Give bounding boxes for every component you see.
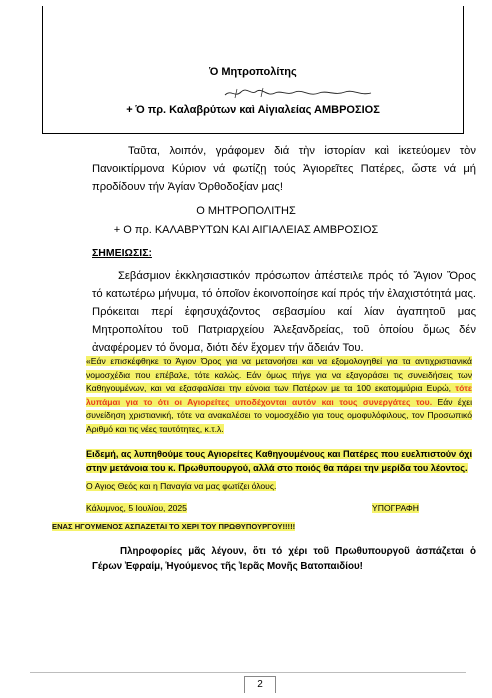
alert-text: ΕΝΑΣ ΗΓΟΥΜΕΝΟΣ ΑΣΠΑΖΕΤΑΙ ΤΟ ΧΕΡΙ ΤΟΥ ΠΡΩΘΥΠΟΥΡΓΟΥ!!!!! (52, 522, 296, 531)
metropolitan-signatory: + Ὁ πρ. Καλαβρύτων καὶ Αἰγιαλείας ΑΜΒΡΟΣΙΟΣ (126, 104, 380, 116)
notes-heading: ΣΗΜΕΙΩΣΙΣ: (92, 247, 152, 259)
quoted-message (86, 355, 472, 436)
blessing-text: Ο Αγιος Θεός και η Παναγία να μας φωτίζει όλους. (86, 481, 277, 491)
place-date (86, 503, 187, 513)
place-date-text: Κάλυμνος, 5 Ιουλίου, 2025 (86, 503, 187, 513)
paragraph-information: Πληροφορίες μᾶς λέγουν, ὅτι τό χέρι τοῦ Πρωθυπουργοῦ ἀσπάζεται ὁ Γέρων Ἐφραίμ, Ἡγούμενος τῆς Ἱερᾶς Μονῆς Βατοπαιδίου! (92, 546, 476, 572)
bold-quote (86, 447, 472, 475)
bold-quote-text: Ειδεμή, ας λυπηθούμε τους Αγιορείτες Καθηγουμένους και Πατέρες που ευελπιστούν όχι στην μετάνοια του κ. Πρωθυπουργού, αλλά στο ποιός θα πάρει την μερίδα του λέοντος. (86, 449, 472, 473)
page-number: 2 (257, 679, 263, 690)
closing-title: Ο ΜΗΤΡΟΠΟΛΙΤΗΣ (196, 205, 296, 217)
footer-divider (30, 672, 466, 673)
blessing (86, 481, 276, 491)
quote-part-1: «Εάν επισκέφθηκε το Άγιον Όρος για να μετανοήσει και να εξομολογηθεί για τα αντιχριστιανικά νομοσχέδια που επέβαλε, τότε καλώς. Εάν όμως πήγε για να εξαγοράσει τις συνειδήσεις των Καθηγουμένων, και να εξασφαλίσει την εύνοια των Πατέρων με τα 100 εκατομμύρια Ευρώ, (86, 356, 472, 393)
quote-red-part: τότε λυπάμαι για το ότι οι Αγιορείτες υποδέχονται αυτόν και τους συνεργάτες του. (86, 383, 472, 407)
signature-label (372, 503, 419, 513)
handwritten-signature (223, 86, 373, 100)
alert-heading (52, 522, 295, 531)
paragraph-notes: Σεβάσμιον ἐκκλησιαστικόν πρόσωπον ἀπέστειλε πρός τό Ἅγιον Ὄρος τό κατωτέρω μήνυμα, τό ὁποῖον ἐκοινοποίησε καί πρός τήν ἐλαχιστότητά μας. Πρόκειται περί ἐφησυχάζοντος σεβασμίου καί λίαν ἀγαπητοῦ μας Μητροπολίτου τοῦ Πατριαρχείου Ἀλεξανδρείας, τοῦ ὁποίου ὅμως δέν ἀναφέρομεν τό ὄνομα, διότι δέν ἔχομεν τήν ἄδειάν Του. (92, 270, 476, 354)
closing-signatory: + Ο πρ. ΚΑΛΑΒΡΥΤΩΝ ΚΑΙ ΑΙΓΙΑΛΕΙΑΣ ΑΜΒΡΟΣΙΟΣ (113, 224, 379, 236)
signature-box (42, 6, 464, 134)
signature-label-text: ΥΠΟΓΡΑΦΗ (372, 503, 419, 513)
paragraph-history: Ταῦτα, λοιπόν, γράφομεν διά τὴν ἱστορίαν καὶ ἱκετεύομεν τὸν Πανοικτίρμονα Κύριον νά φωτίζῃ τούς Ἁγιορεῖτες Πατέρες, ὥστε νά μή προδίδουν τήν Ἁγίαν Ὀρθοδοξίαν μας! (92, 145, 476, 193)
page-number-box (244, 676, 276, 693)
metropolitan-title: Ὁ Μητροπολίτης (209, 66, 297, 78)
quote-part-2: Εάν έχει συνείδηση χριστιανική, τότε να ανακαλέσει το νομοσχέδιο για τους ομοφυλόφιλους, τον Προσωπικό Αριθμό και τις νέες ταυτότητες, κ.τ.λ. (86, 396, 472, 434)
